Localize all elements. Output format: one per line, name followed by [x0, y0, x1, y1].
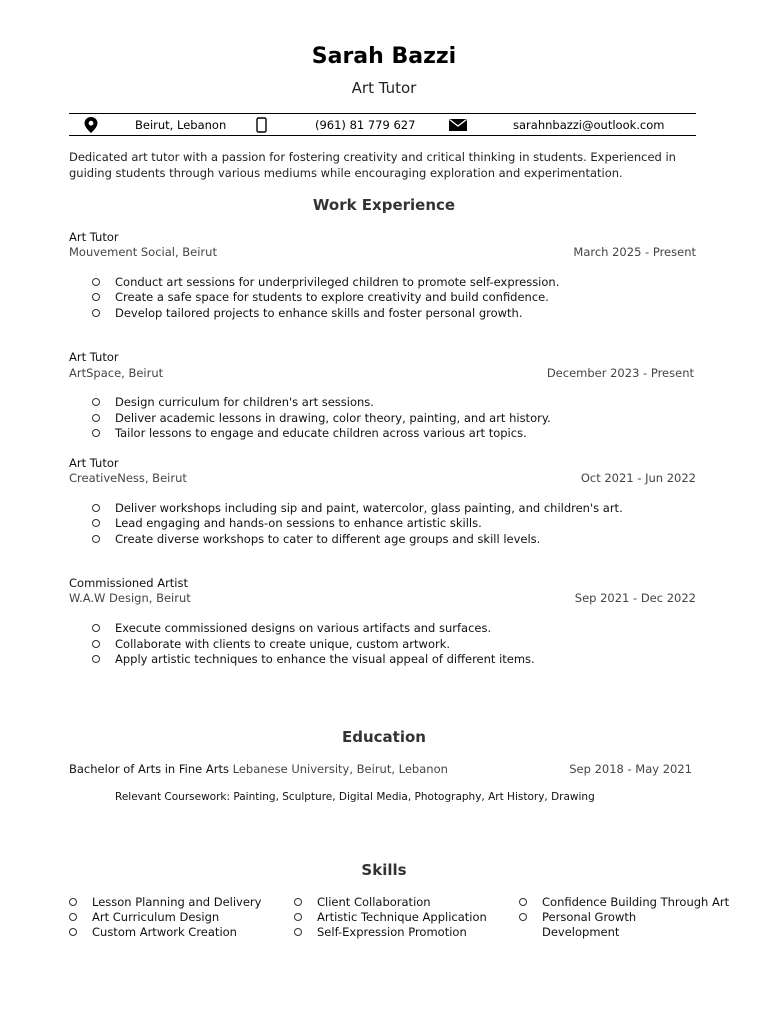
- bullet-marker: [92, 278, 100, 286]
- contact-email[interactable]: sarahnbazzi@outlook.com: [513, 118, 665, 132]
- job-company: ArtSpace, Beirut: [69, 366, 164, 380]
- job-title: Art Tutor: [69, 456, 119, 470]
- job-bullet: Deliver academic lessons in drawing, color theory, painting, and art history.: [115, 411, 551, 425]
- skill-item: Artistic Technique Application: [317, 910, 487, 924]
- job-bullet: Conduct art sessions for underprivileged children to promote self-expression.: [115, 275, 560, 289]
- job-dates: March 2025 - Present: [573, 245, 696, 259]
- education-school: Lebanese University, Beirut, Lebanon: [232, 762, 448, 776]
- job-title: Art Tutor: [69, 350, 119, 364]
- contact-location: Beirut, Lebanon: [135, 118, 227, 132]
- bullet-marker: [92, 293, 100, 301]
- education-dates: Sep 2018 - May 2021: [569, 762, 692, 776]
- job-company: W.A.W Design, Beirut: [69, 591, 191, 605]
- bullet-marker: [92, 624, 100, 632]
- location-pin-icon: [84, 117, 98, 136]
- candidate-title: Art Tutor: [351, 79, 417, 97]
- job-company: CreativeNess, Beirut: [69, 471, 187, 485]
- bullet-marker: [92, 655, 100, 663]
- contact-top-rule: [69, 113, 696, 114]
- job-bullet: Apply artistic techniques to enhance the visual appeal of different items.: [115, 652, 535, 666]
- job-bullet: Execute commissioned designs on various artifacts and surfaces.: [115, 621, 492, 635]
- bullet-marker: [92, 504, 100, 512]
- skill-item: Self-Expression Promotion: [317, 925, 467, 939]
- education-heading: Education: [342, 728, 426, 746]
- skill-item: Confidence Building Through Art: [542, 895, 730, 909]
- job-dates: December 2023 - Present: [546, 366, 694, 380]
- phone-icon: [256, 117, 267, 136]
- bullet-marker: [92, 429, 100, 437]
- bullet-marker: [294, 898, 302, 906]
- skills-heading: Skills: [361, 861, 407, 879]
- bullet-marker: [92, 398, 100, 406]
- job-title: Art Tutor: [69, 230, 119, 244]
- education-entry: [69, 762, 448, 776]
- education-degree: Bachelor of Arts in Fine Arts: [69, 762, 229, 776]
- bullet-marker: [519, 898, 527, 906]
- job-bullet: Tailor lessons to engage and educate children across various art topics.: [115, 426, 527, 440]
- job-bullet: Deliver workshops including sip and paint, watercolor, glass painting, and children's art.: [115, 501, 623, 515]
- skill-item: Lesson Planning and Delivery: [92, 895, 262, 909]
- skill-item: Client Collaboration: [317, 895, 431, 909]
- envelope-icon: [449, 119, 467, 134]
- bullet-marker: [92, 535, 100, 543]
- job-title: Commissioned Artist: [69, 576, 188, 590]
- bullet-marker: [519, 913, 527, 921]
- bullet-marker: [92, 309, 100, 317]
- job-bullet: Design curriculum for children's art sessions.: [115, 395, 374, 409]
- bullet-marker: [92, 519, 100, 527]
- job-dates: Oct 2021 - Jun 2022: [580, 471, 696, 485]
- bullet-marker: [294, 928, 302, 936]
- work-experience-heading: Work Experience: [312, 196, 456, 214]
- job-bullet: Lead engaging and hands-on sessions to enhance artistic skills.: [115, 516, 482, 530]
- professional-summary: Dedicated art tutor with a passion for fostering creativity and critical thinking in students. Experienced in guiding students through various mediums while encouraging exploration and experimentation.: [69, 150, 676, 180]
- bullet-marker: [92, 414, 100, 422]
- skill-item: Custom Artwork Creation: [92, 925, 237, 939]
- skill-item: Personal Growth Development: [542, 910, 637, 939]
- job-bullet: Develop tailored projects to enhance skills and foster personal growth.: [115, 306, 523, 320]
- job-dates: Sep 2021 - Dec 2022: [574, 591, 696, 605]
- contact-bottom-rule: [69, 135, 696, 136]
- bullet-marker: [294, 913, 302, 921]
- relevant-coursework: Relevant Coursework: Painting, Sculpture, Digital Media, Photography, Art History, Drawing: [115, 791, 595, 803]
- bullet-marker: [92, 640, 100, 648]
- job-bullet: Create a safe space for students to explore creativity and build confidence.: [115, 290, 549, 304]
- skill-item: Art Curriculum Design: [92, 910, 220, 924]
- job-company: Mouvement Social, Beirut: [69, 245, 217, 259]
- bullet-marker: [69, 928, 77, 936]
- contact-phone: (961) 81 779 627: [315, 118, 416, 132]
- job-bullet: Collaborate with clients to create unique, custom artwork.: [115, 637, 451, 651]
- job-bullet: Create diverse workshops to cater to different age groups and skill levels.: [115, 532, 541, 546]
- candidate-name: Sarah Bazzi: [311, 44, 457, 69]
- bullet-marker: [69, 913, 77, 921]
- bullet-marker: [69, 898, 77, 906]
